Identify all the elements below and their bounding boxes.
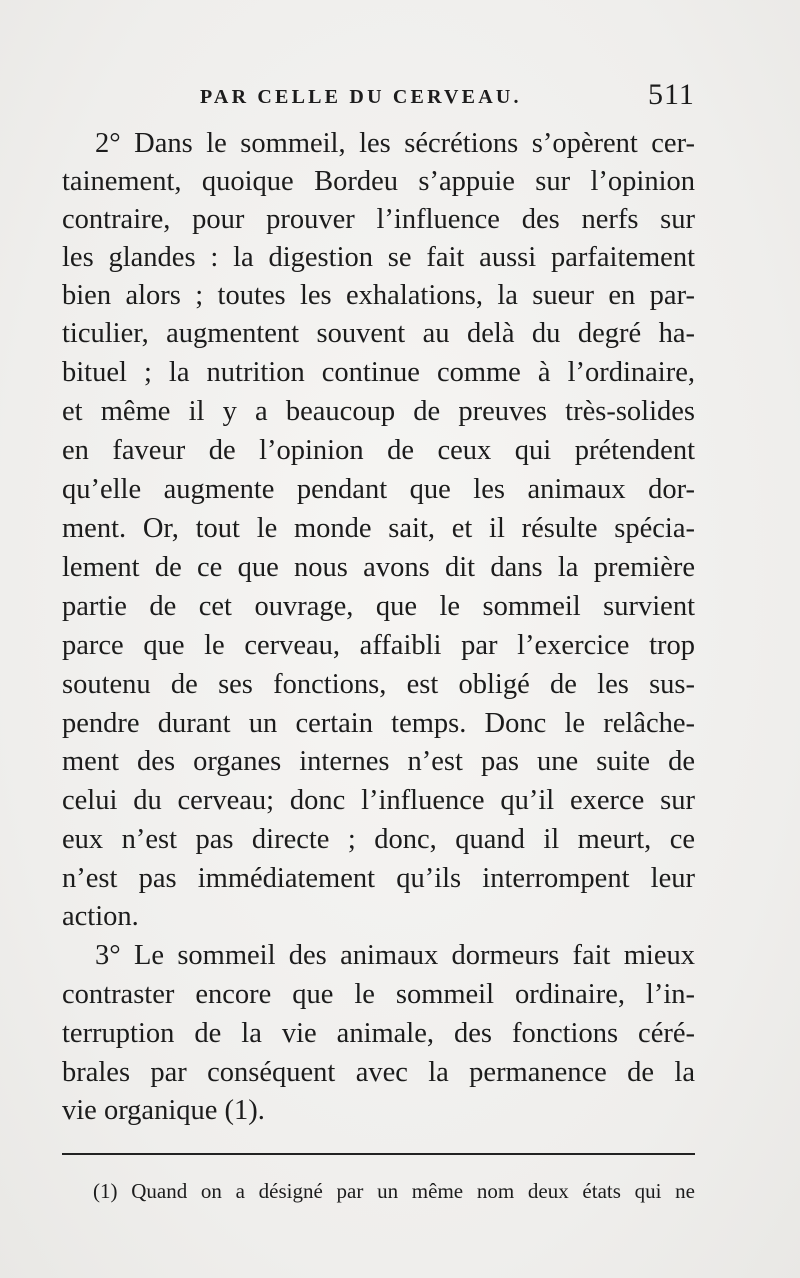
body-line: les glandes : la digestion se fait aussi parfaitement <box>62 242 695 273</box>
body-line: contraster encore que le sommeil ordinaire, l’in- <box>62 979 695 1010</box>
body-line: contraire, pour prouver l’influence des nerfs sur <box>62 204 695 235</box>
body-line: qu’elle augmente pendant que les animaux dor- <box>62 474 695 505</box>
body-line: 3° Le sommeil des animaux dormeurs fait mieux <box>95 940 695 971</box>
body-line: lement de ce que nous avons dit dans la première <box>62 552 695 583</box>
body-line: n’est pas immédiatement qu’ils interrompent leur <box>62 863 695 894</box>
body-line: partie de cet ouvrage, que le sommeil survient <box>62 591 695 622</box>
footnote: (1) Quand on a désigné par un même nom deux états qui ne <box>93 1179 695 1203</box>
body-line: ment des organes internes n’est pas une suite de <box>62 746 695 777</box>
body-line: celui du cerveau; donc l’influence qu’il exerce sur <box>62 785 695 816</box>
body-line: 2° Dans le sommeil, les sécrétions s’opèrent cer- <box>95 128 695 159</box>
body-line: vie organique (1). <box>62 1095 265 1126</box>
body-line: soutenu de ses fonctions, est obligé de les sus- <box>62 669 695 700</box>
footnote-rule <box>62 1153 695 1155</box>
running-head: PAR CELLE DU CERVEAU. <box>200 86 522 108</box>
page-number: 511 <box>648 78 695 111</box>
body-line: eux n’est pas directe ; donc, quand il meurt, ce <box>62 824 695 855</box>
body-line: bituel ; la nutrition continue comme à l’ordinaire, <box>62 357 695 388</box>
body-line: action. <box>62 901 139 932</box>
body-line: et même il y a beaucoup de preuves très-solides <box>62 396 695 427</box>
body-line: parce que le cerveau, affaibli par l’exercice trop <box>62 630 695 661</box>
body-line: terruption de la vie animale, des fonctions céré- <box>62 1018 695 1049</box>
body-line: ticulier, augmentent souvent au delà du degré ha- <box>62 318 695 349</box>
body-line: en faveur de l’opinion de ceux qui prétendent <box>62 435 695 466</box>
body-line: brales par conséquent avec la permanence de la <box>62 1057 695 1088</box>
body-line: bien alors ; toutes les exhalations, la sueur en par- <box>62 280 695 311</box>
body-line: pendre durant un certain temps. Donc le relâche- <box>62 708 695 739</box>
body-line: tainement, quoique Bordeu s’appuie sur l’opinion <box>62 166 695 197</box>
body-line: ment. Or, tout le monde sait, et il résulte spécia- <box>62 513 695 544</box>
